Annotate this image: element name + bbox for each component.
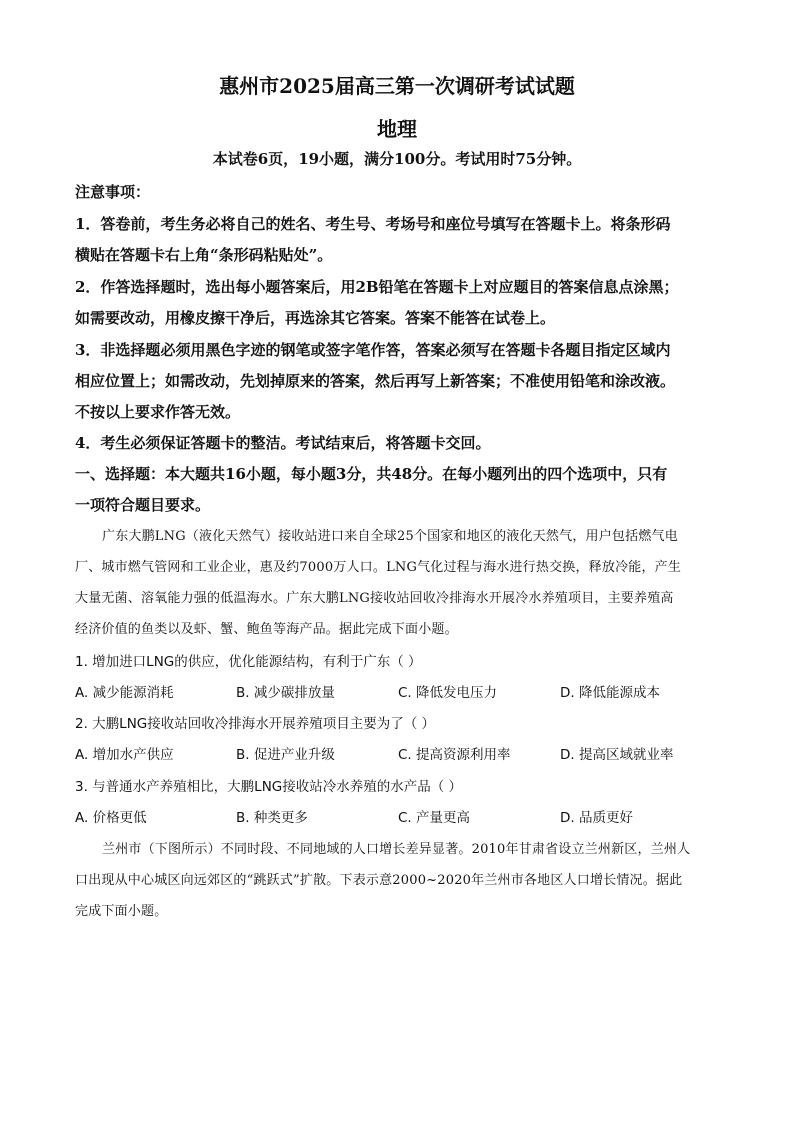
question-stem: 2. 大鹏LNG接收站回收冷排海水开展养殖项目主要为了（ ） [75,716,436,732]
notice-heading: 注意事项： [75,183,151,201]
passage-line: 口出现从中心城区向远郊区的“跳跃式”扩散。下表示意2000~2020年兰州市各地区人口增长情况。据此 [75,873,683,888]
option-b: B. 促进产业升级 [236,747,335,763]
option-a: A. 增加水产供应 [75,747,174,763]
option-a: A. 减少能源消耗 [75,685,174,701]
notice-line: 相应位置上；如需改动，先划掉原来的答案，然后再写上新答案；不准使用铅笔和涂改液。 [75,372,676,390]
question-stem: 3. 与普通水产养殖相比，大鹏LNG接收站冷水养殖的水产品（ ） [75,779,463,795]
passage-line: 广东大鹏LNG（液化天然气）接收站进口来自全球25个国家和地区的液化天然气，用户包括燃气电 [102,529,678,544]
section-heading: 一、选择题：本大题共16小题，每小题3分，共48分。在每小题列出的四个选项中，只有 [75,465,668,483]
option-c: C. 产量更高 [398,810,471,826]
passage-line: 厂、城市燃气管网和工业企业，惠及约7000万人口。LNG气化过程与海水进行热交换，释放冷能，产生 [75,560,682,575]
option-a: A. 价格更低 [75,810,147,826]
passage-line: 大量无菌、溶氧能力强的低温海水。广东大鹏LNG接收站回收冷排海水开展冷水养殖项目，主要养殖高 [75,591,674,606]
option-c: C. 降低发电压力 [398,685,498,701]
notice-line: 1．答卷前，考生务必将自己的姓名、考生号、考场号和座位号填写在答题卡上。将条形码 [75,215,671,233]
notice-line: 不按以上要求作答无效。 [75,403,241,421]
subject-title: 地理 [377,117,417,141]
option-c: C. 提高资源利用率 [398,747,511,763]
option-b: B. 减少碳排放量 [236,685,335,701]
passage-line: 经济价值的鱼类以及虾、蟹、鲍鱼等海产品。据此完成下面小题。 [75,622,458,637]
question-stem: 1. 增加进口LNG的供应，优化能源结构，有利于广东（ ） [75,654,422,670]
notice-line: 4．考生必须保证答题卡的整洁。考试结束后，将答题卡交回。 [75,434,491,452]
option-d: D. 降低能源成本 [560,685,660,701]
option-d: D. 品质更好 [560,810,633,826]
option-d: D. 提高区域就业率 [560,747,674,763]
exam-title: 惠州市2025届高三第一次调研考试试题 [219,74,575,98]
passage-line: 完成下面小题。 [75,904,168,919]
exam-info: 本试卷6页，19小题，满分100分。考试用时75分钟。 [212,150,582,168]
section-heading: 一项符合题目要求。 [75,496,211,514]
notice-line: 2．作答选择题时，选出每小题答案后，用2B铅笔在答题卡上对应题目的答案信息点涂黑； [75,278,679,296]
notice-line: 横贴在答题卡右上角“条形码粘贴处”。 [75,246,333,264]
notice-line: 3．非选择题必须用黑色字迹的钢笔或签字笔作答，答案必须写在答题卡各题目指定区域内 [75,341,671,359]
passage-line: 兰州市（下图所示）不同时段、不同地域的人口增长差异显著。2010年甘肃省设立兰州新区，兰州人 [102,842,691,857]
option-b: B. 种类更多 [236,810,308,826]
notice-line: 如需要改动，用橡皮擦干净后，再选涂其它答案。答案不能答在试卷上。 [75,309,556,327]
